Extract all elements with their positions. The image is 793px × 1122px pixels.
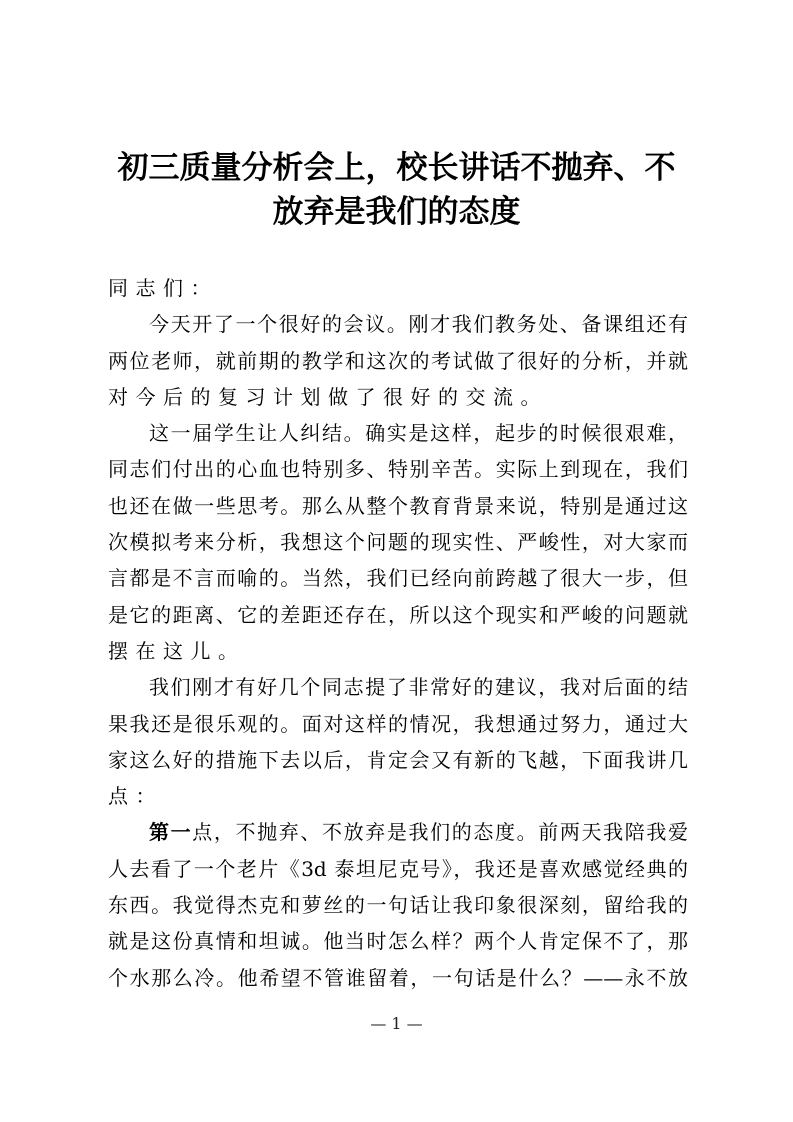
paragraph-line: 东西。我觉得杰克和萝丝的一句话让我印象很深刻，留给我的 bbox=[108, 893, 688, 918]
paragraph-4 bbox=[108, 814, 688, 995]
document-title bbox=[96, 146, 697, 234]
paragraph-line: 个水那么冷。他希望不管谁留着，一句话是什么？——永不放 bbox=[108, 965, 688, 990]
paragraph-1 bbox=[108, 306, 688, 415]
document-body bbox=[108, 270, 688, 996]
paragraph-line: 点： bbox=[108, 784, 163, 809]
paragraph-line: 家这么好的措施下去以后，肯定会又有新的飞越，下面我讲几 bbox=[108, 747, 688, 772]
paragraph-line: 是它的距离、它的差距还存在，所以这个现实和严峻的问题就 bbox=[108, 602, 688, 627]
salutation: 同志们： bbox=[108, 276, 218, 300]
page-number: — 1 — bbox=[370, 1014, 423, 1033]
paragraph-line: 言都是不言而喻的。当然，我们已经向前跨越了很大一步，但 bbox=[108, 566, 688, 591]
paragraph-line: 也还在做一些思考。那么从整个教育背景来说，特别是通过这 bbox=[108, 493, 688, 518]
paragraph-line: 对今后的复习计划做了很好的交流。 bbox=[108, 384, 548, 409]
paragraph-2 bbox=[108, 415, 688, 669]
title-line-2: 放弃是我们的态度 bbox=[272, 194, 521, 230]
paragraph-line: 两位老师，就前期的教学和这次的考试做了很好的分析，并就 bbox=[108, 348, 688, 373]
paragraph-line: 果我还是很乐观的。面对这样的情况，我想通过努力，通过大 bbox=[108, 711, 688, 736]
paragraph-line-text: 点，不抛弃、不放弃是我们的态度。前两天我陪我爱 bbox=[192, 820, 688, 845]
point-label: 第一 bbox=[149, 820, 193, 845]
paragraph-line: 就是这份真情和坦诚。他当时怎么样？两个人肯定保不了，那 bbox=[108, 929, 688, 954]
paragraph-line: 这一届学生让人纠结。确实是这样，起步的时候很艰难， bbox=[149, 421, 688, 446]
paragraph-line: 同志们付出的心血也特别多、特别辛苦。实际上到现在，我们 bbox=[108, 457, 688, 482]
paragraph-line: 我们刚才有好几个同志提了非常好的建议，我对后面的结 bbox=[149, 675, 688, 700]
paragraph-line: 次模拟考来分析，我想这个问题的现实性、严峻性，对大家而 bbox=[108, 530, 688, 555]
title-line-1: 初三质量分析会上，校长讲话不抛弃、不 bbox=[117, 150, 676, 186]
paragraph-line: 摆在这儿。 bbox=[108, 638, 246, 663]
paragraph-3 bbox=[108, 669, 688, 814]
paragraph-line-first bbox=[108, 814, 688, 850]
paragraph-line: 人去看了一个老片《3d 泰坦尼克号》，我还是喜欢感觉经典的 bbox=[108, 856, 688, 881]
paragraph-line: 今天开了一个很好的会议。刚才我们教务处、备课组还有 bbox=[149, 312, 688, 337]
